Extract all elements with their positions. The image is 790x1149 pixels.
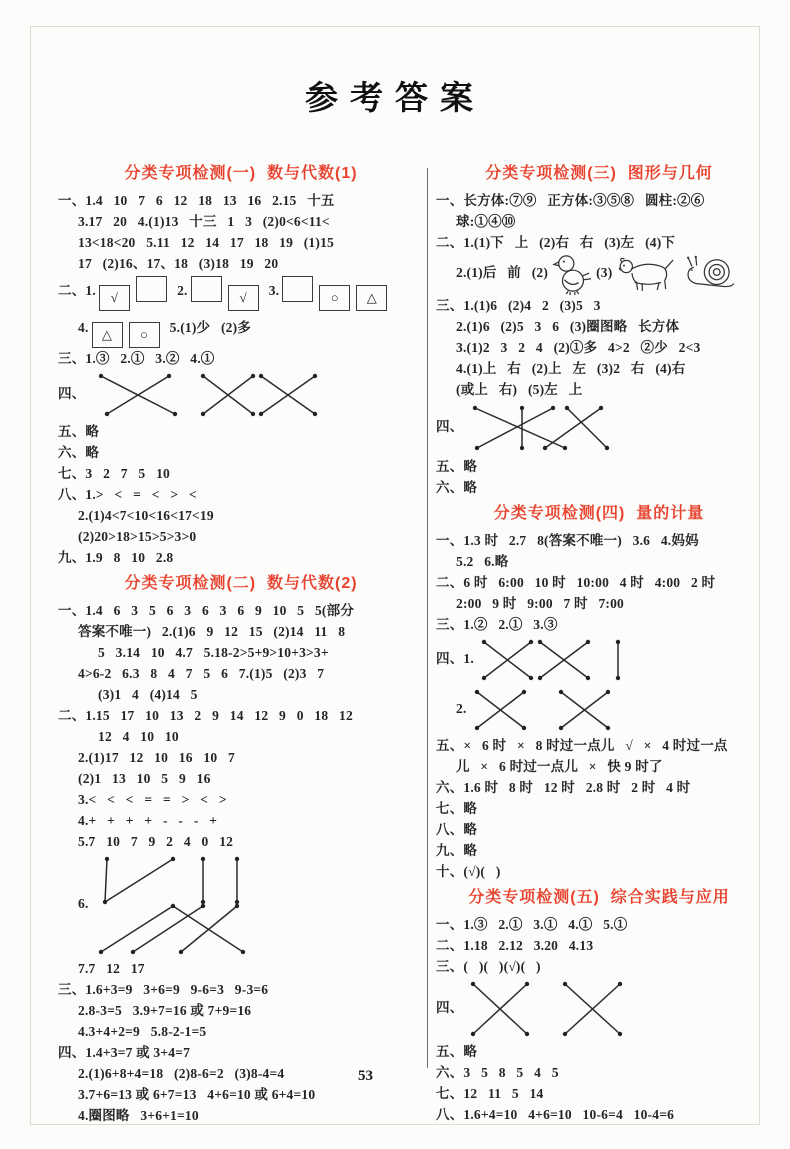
answer-text: 4.3+4+2=9 5.8-2-1=5 <box>78 1024 207 1039</box>
matching-diagram <box>467 701 619 716</box>
answer-line <box>58 747 424 768</box>
answer-text: 球:①④⑩ <box>456 214 516 229</box>
matching-diagram <box>89 896 321 911</box>
answer-text: (3)1 4 (4)14 5 <box>98 687 198 702</box>
section-title: 分类专项检测(一) 数与代数(1) <box>124 165 358 182</box>
answer-box: △ <box>92 322 123 348</box>
matching-diagram <box>463 419 633 434</box>
answer-line <box>58 211 424 232</box>
answer-text: 十、(√)( ) <box>436 864 501 879</box>
answer-text: 七、略 <box>436 801 478 816</box>
answer-line <box>436 977 762 1041</box>
answer-text: 二、1.15 17 10 13 2 9 14 12 9 0 18 12 <box>58 708 353 723</box>
answer-text: 一、1.③ 2.① 3.① 4.① 5.① <box>436 917 628 932</box>
answer-text: 四、 <box>58 386 86 402</box>
answer-text: 3.< < < = = > < > <box>78 792 227 807</box>
answer-line <box>436 861 762 882</box>
answer-line <box>436 1062 762 1083</box>
answer-text: 13<18<20 5.11 12 14 17 18 19 (1)15 <box>78 235 334 250</box>
answer-box: √ <box>228 285 259 311</box>
answer-line <box>436 1104 762 1125</box>
column-divider <box>427 168 428 1068</box>
answer-line <box>436 316 762 337</box>
answer-text: 12 4 10 10 <box>98 729 179 744</box>
answer-text: 三、1.② 2.① 3.③ <box>436 617 558 632</box>
answer-line <box>436 232 762 253</box>
answer-line <box>58 442 424 463</box>
answer-line <box>436 211 762 232</box>
answer-text: 3.7+6=13 或 6+7=13 4+6=10 或 6+4=10 <box>78 1087 316 1102</box>
answer-text: 5.(1)少 (2)多 <box>162 320 252 335</box>
answer-text: 八、1.> < = < > < <box>58 487 197 502</box>
answer-line <box>436 379 762 400</box>
answer-line <box>58 1042 424 1063</box>
answer-line <box>436 530 762 551</box>
answer-text: 3. <box>261 283 280 298</box>
answer-text: (2)20>18>15>5>3>0 <box>78 529 197 544</box>
answer-text: 五、略 <box>436 459 478 474</box>
answer-line <box>58 958 424 979</box>
answer-text: 六、1.6 时 8 时 12 时 2.8 时 2 时 4 时 <box>436 780 691 795</box>
answer-text: 三、1.6+3=9 3+6=9 9-6=3 9-3=6 <box>58 982 269 997</box>
answer-text: 4>6-2 6.3 8 4 7 5 6 7.(1)5 (2)3 7 <box>78 666 325 681</box>
answer-text: 2. <box>169 283 188 298</box>
answer-text: (3) <box>596 265 613 281</box>
answer-text: 2.8-3=5 3.9+7=16 或 7+9=16 <box>78 1003 252 1018</box>
answer-line <box>58 705 424 726</box>
answer-text: (或上 右) (5)左 上 <box>456 382 583 397</box>
answer-text: 七、12 11 5 14 <box>436 1086 544 1101</box>
answer-text: (2)1 13 10 5 9 16 <box>78 771 211 786</box>
answer-text: 三、1.③ 2.① 3.② 4.① <box>58 351 215 366</box>
answer-line <box>436 735 762 756</box>
answer-line <box>436 337 762 358</box>
answer-text: 5.7 10 7 9 2 4 0 12 <box>78 834 234 849</box>
answer-line <box>436 477 762 498</box>
answer-line <box>58 232 424 253</box>
answer-text: 五、略 <box>58 424 100 439</box>
answer-line <box>436 1041 762 1062</box>
answer-text: 三、( )( )(√)( ) <box>436 959 541 974</box>
answer-line <box>436 253 762 295</box>
answer-box: ○ <box>129 322 160 348</box>
answer-line <box>58 547 424 568</box>
answer-box <box>282 276 313 302</box>
answer-text: 八、略 <box>436 822 478 837</box>
answer-text: 3.(1)2 3 2 4 (2)①多 4>2 ②少 2<3 <box>456 340 701 355</box>
answer-line <box>58 311 424 348</box>
answer-text: 二、6 时 6:00 10 时 10:00 4 时 4:00 2 时 <box>436 575 716 590</box>
answer-text: 2:00 9 时 9:00 7 时 7:00 <box>456 596 624 611</box>
answer-line <box>436 756 762 777</box>
answer-text: 四、1.4+3=7 或 3+4=7 <box>58 1045 191 1060</box>
answer-line <box>58 642 424 663</box>
answer-text: 2.(1)6 (2)5 3 6 (3)圈图略 长方体 <box>456 319 680 334</box>
answer-text: 六、略 <box>58 445 100 460</box>
section-title: 分类专项检测(二) 数与代数(2) <box>124 575 358 592</box>
answer-text: 四、 <box>436 419 464 435</box>
answer-text: 四、 <box>436 1000 464 1016</box>
answer-text: 2.(1)6+8+4=18 (2)8-6=2 (3)8-4=4 <box>78 1066 285 1081</box>
answer-line <box>436 798 762 819</box>
answer-text: 一、1.4 6 3 5 6 3 6 3 6 9 10 5 5(部分 <box>58 603 355 618</box>
answer-line <box>436 914 762 935</box>
answer-text: 二、1.18 2.12 3.20 4.13 <box>436 938 594 953</box>
answer-text: 八、1.6+4=10 4+6=10 10-6=4 10-4=6 <box>436 1107 675 1122</box>
answer-line <box>436 614 762 635</box>
answer-text: 4.+ + + + - - - + <box>78 813 218 828</box>
answer-line <box>58 852 424 958</box>
answer-line <box>58 1021 424 1042</box>
answer-text: 五、略 <box>436 1044 478 1059</box>
answer-text: 六、略 <box>436 480 478 495</box>
answer-line <box>436 190 762 211</box>
page-title: 参考答案 <box>305 81 485 117</box>
answer-line <box>436 819 762 840</box>
answer-text: 二、1.(1)下 上 (2)右 右 (3)左 (4)下 <box>436 235 676 250</box>
matching-diagram <box>474 651 642 666</box>
dog-icon <box>612 265 680 280</box>
answer-line <box>436 551 762 572</box>
answer-text: 6. <box>78 896 89 912</box>
answer-line <box>58 190 424 211</box>
answer-text: 4.(1)上 右 (2)上 左 (3)2 右 (4)右 <box>456 361 686 376</box>
answer-line <box>58 684 424 705</box>
answer-line <box>436 456 762 477</box>
answer-text: 儿 × 6 时过一点儿 × 快 9 时了 <box>456 759 663 774</box>
right-column <box>436 158 762 1125</box>
answer-text: 四、1. <box>436 651 474 667</box>
answer-line <box>58 831 424 852</box>
answer-line <box>58 463 424 484</box>
answer-line <box>436 935 762 956</box>
answer-line <box>436 956 762 977</box>
answer-text: 4. <box>78 320 89 335</box>
section-title: 分类专项检测(五) 综合实践与应用 <box>468 889 730 906</box>
answer-line <box>58 421 424 442</box>
answer-line <box>436 840 762 861</box>
answer-line <box>58 369 424 421</box>
answer-line <box>58 600 424 621</box>
answer-line <box>58 274 424 311</box>
answer-text: 5 3.14 10 4.7 5.18-2>5+9>10+3>3+ <box>98 645 329 660</box>
answer-text: 4.圈图略 3+6+1=10 <box>78 1108 199 1123</box>
answer-box <box>191 276 222 302</box>
answer-text: 5.2 6.略 <box>456 554 509 569</box>
answer-line <box>58 789 424 810</box>
answer-line <box>436 295 762 316</box>
answer-line <box>58 621 424 642</box>
chick-icon <box>548 265 596 280</box>
answer-text: 九、1.9 8 10 2.8 <box>58 550 174 565</box>
answer-line <box>58 1000 424 1021</box>
answer-line <box>58 1105 424 1126</box>
answer-text: 一、1.3 时 2.7 8(答案不唯一) 3.6 4.妈妈 <box>436 533 699 548</box>
answer-box: △ <box>356 285 387 311</box>
answer-text: 一、长方体:⑦⑨ 正方体:③⑤⑧ 圆柱:②⑥ <box>436 193 705 208</box>
answer-line <box>58 505 424 526</box>
answer-text: 一、1.4 10 7 6 12 18 13 16 2.15 十五 <box>58 193 335 208</box>
section-title: 分类专项检测(三) 图形与几何 <box>485 165 713 182</box>
answer-box: ○ <box>319 285 350 311</box>
answer-line <box>436 358 762 379</box>
answer-text: 2.(1)后 前 (2) <box>456 265 549 281</box>
answer-line <box>436 593 762 614</box>
answer-text: 九、略 <box>436 843 478 858</box>
answer-line <box>58 253 424 274</box>
answer-text: 六、3 5 8 5 4 5 <box>436 1065 559 1080</box>
answer-line <box>436 1083 762 1104</box>
left-column <box>58 158 424 1126</box>
answer-text: 五、× 6 时 × 8 时过一点儿 √ × 4 时过一点 <box>436 738 728 753</box>
answer-line <box>58 979 424 1000</box>
answer-line <box>58 768 424 789</box>
matching-diagram <box>85 386 323 401</box>
answer-text: 答案不唯一) 2.(1)6 9 12 15 (2)14 11 8 <box>78 624 346 639</box>
answer-line <box>58 484 424 505</box>
answer-line <box>436 685 762 735</box>
section-title: 分类专项检测(四) 量的计量 <box>493 505 705 522</box>
answer-line <box>58 526 424 547</box>
answer-line <box>436 400 762 456</box>
answer-line <box>58 726 424 747</box>
answer-line <box>58 810 424 831</box>
answer-box <box>136 276 167 302</box>
answer-text: 2.(1)4<7<10<16<17<19 <box>78 508 214 523</box>
answer-line <box>436 635 762 685</box>
answer-text: 二、1. <box>58 283 96 298</box>
answer-line <box>58 663 424 684</box>
answer-text: 三、1.(1)6 (2)4 2 (3)5 3 <box>436 298 601 313</box>
answer-text: 七、3 2 7 5 10 <box>58 466 170 481</box>
answer-line <box>58 348 424 369</box>
matching-diagram <box>463 1000 633 1015</box>
answer-text: 17 (2)16、17、18 (3)18 19 20 <box>78 256 279 271</box>
answer-text: 2.(1)17 12 10 16 10 7 <box>78 750 235 765</box>
answer-line <box>58 1084 424 1105</box>
answer-text: 7.7 12 17 <box>78 961 145 976</box>
answer-text: 3.17 20 4.(1)13 十三 1 3 (2)0<6<11< <box>78 214 330 229</box>
page-number: 53 <box>358 1068 373 1084</box>
answer-line <box>436 572 762 593</box>
answer-box: √ <box>99 285 130 311</box>
snail-icon <box>680 265 742 280</box>
answer-line <box>436 777 762 798</box>
answer-text: 2. <box>456 701 467 717</box>
